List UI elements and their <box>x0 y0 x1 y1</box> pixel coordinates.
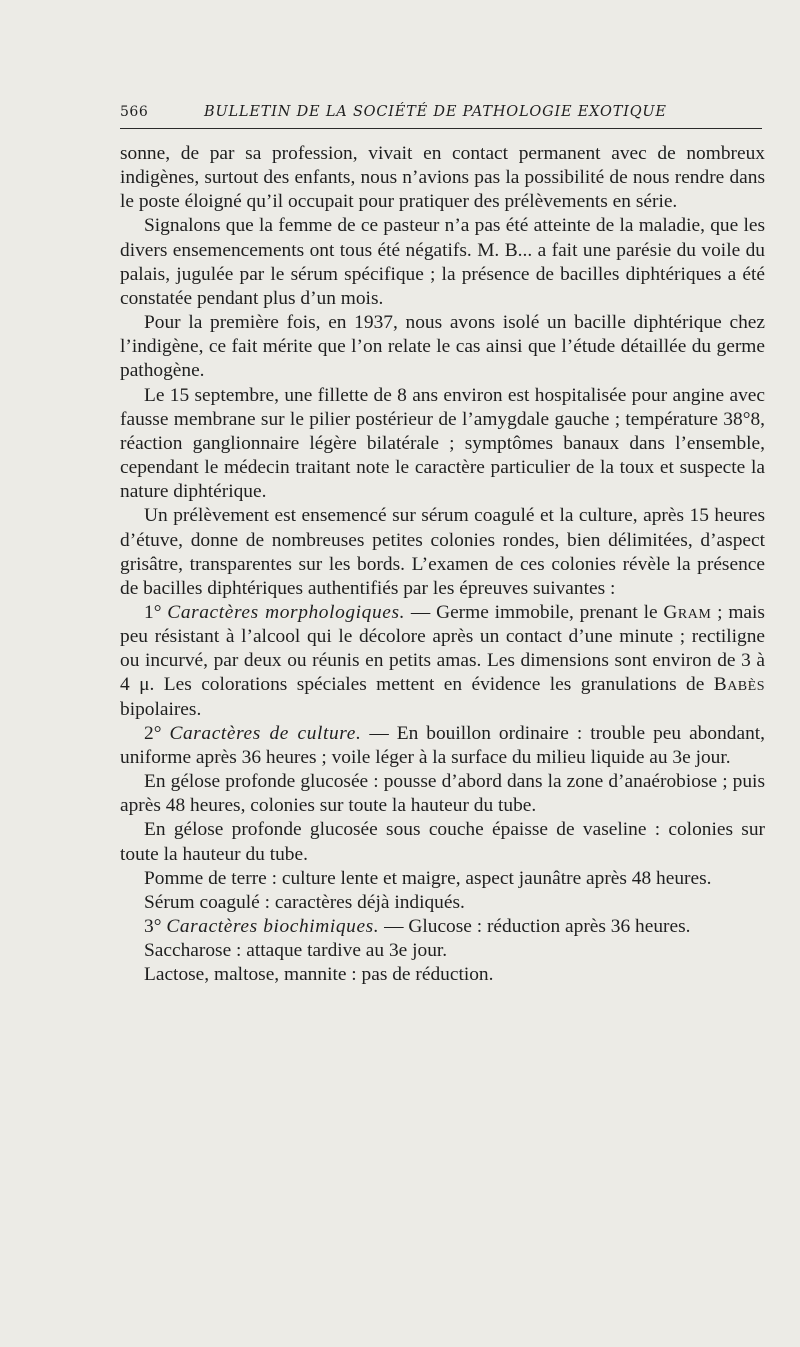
paragraph-11: Sérum coagulé : caractères déjà indiqués. <box>144 891 465 913</box>
paragraph-1: sonne, de par sa profession, vivait en contact permanent avec de nombreux indigènes, surtout des enfants, nous n’avions pas la possibilité de nous rendre dans le poste éloigné qu’il occupait pour pratiquer des prélèvements en série. <box>120 143 765 213</box>
paragraph-5: Un prélèvement est ensemencé sur sérum coagulé et la culture, après 15 heures d’étuve, donne de nombreuses petites colonies rondes, bien délimitées, d’aspect grisâtre, transparentes sur les bords. L’examen de ces colonies révèle la présence de bacilles diphtériques authentifiés par les épreuves suivantes : <box>120 505 765 599</box>
paragraph-6-text-c: bipolaires. <box>120 698 202 720</box>
section-number: 1° <box>144 601 168 623</box>
paragraph-12 <box>120 915 765 939</box>
page-number: 566 <box>120 104 149 120</box>
body-text <box>120 142 765 987</box>
paragraph-7-text: — En bouillon ordinaire : trouble peu abondant, uniforme après 36 heures ; voile léger à la surface du milieu liquide au 3e jour. <box>120 722 766 768</box>
paragraph-4: Le 15 septembre, une fillette de 8 ans environ est hospitalisée pour angine avec fausse membrane sur le pilier postérieur de l’amygdale gauche ; température 38°8, réaction ganglionnaire légère bilatérale ; symptômes banaux dans l’ensemble, cependant le médecin traitant note le caractère particulier de la toux et suspecte la nature diphtérique. <box>120 384 765 503</box>
section-title-culture: Caractères de culture. <box>169 722 362 744</box>
paragraph-12-text: — Glucose : réduction après 36 heures. <box>379 916 691 937</box>
paragraph-3: Pour la première fois, en 1937, nous avons isolé un bacille diphtérique chez l’indigène, ce fait mérite que l’on relate le cas ainsi que l’étude détaillée du germe pathogène. <box>120 312 765 382</box>
paragraph-6-text-a: — Germe immobile, prenant le <box>405 601 664 623</box>
paragraph-13: Saccharose : attaque tardive au 3e jour. <box>144 940 448 962</box>
paragraph-6-text-b: ; mais peu résistant à l’alcool qui le décolore après un contact d’une minute ; rectiligne ou incurvé, par deux ou réunis en petits amas. Les dimensions sont environ de 3 à 4 μ. Les colorations spéciales mettent en évidence les granulations de <box>120 601 765 696</box>
paragraph-14: Lactose, maltose, mannite : pas de réduction. <box>144 964 494 986</box>
header-rule <box>120 128 762 129</box>
paragraph-7 <box>120 722 765 770</box>
section-title-biochemical: Caractères biochimiques. <box>166 916 380 937</box>
section-number: 3° <box>144 916 167 937</box>
paragraph-10: Pomme de terre : culture lente et maigre, aspect jaunâtre après 48 heures. <box>144 867 712 889</box>
paragraph-9: En gélose profonde glucosée sous couche épaisse de vaseline : colonies sur toute la hauteur du tube. <box>120 819 765 865</box>
section-title-morphology: Caractères morphologiques. <box>167 601 406 623</box>
page-header <box>120 104 762 126</box>
running-head: BULLETIN DE LA SOCIÉTÉ DE PATHOLOGIE EXOTIQUE <box>204 104 667 120</box>
gram-name: Gram <box>663 601 712 623</box>
paragraph-6 <box>120 601 765 722</box>
paragraph-2: Signalons que la femme de ce pasteur n’a pas été atteinte de la maladie, que les divers ensemencements ont tous été négatifs. M. B... a fait une parésie du voile du palais, jugulée par le sérum spécifique ; la présence de bacilles diphtériques a été constatée pendant plus d’un mois. <box>120 215 765 309</box>
paragraph-8: En gélose profonde glucosée : pousse d’abord dans la zone d’anaérobiose ; puis après 48 heures, colonies sur toute la hauteur du tube. <box>120 771 765 817</box>
babes-name: Babès <box>713 674 765 696</box>
section-number: 2° <box>144 722 170 744</box>
